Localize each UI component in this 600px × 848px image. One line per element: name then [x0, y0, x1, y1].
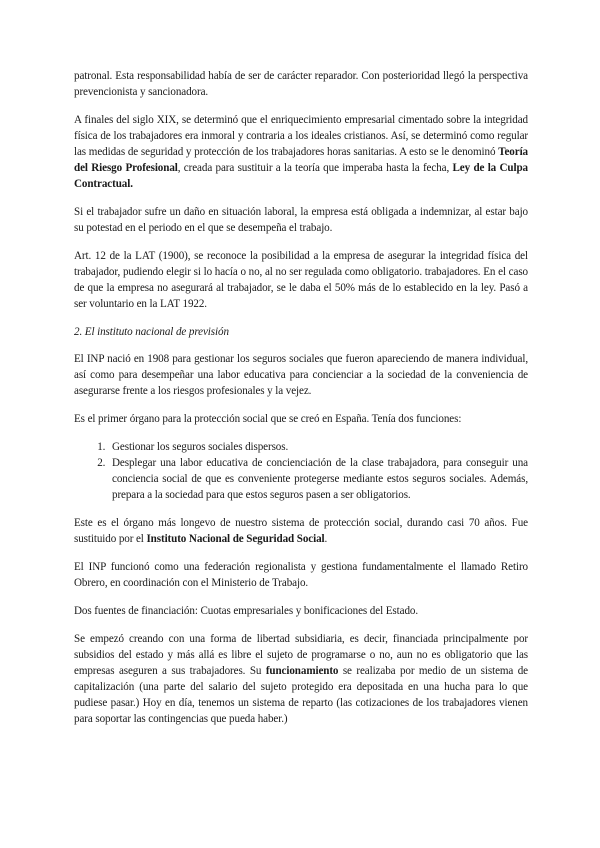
bold-term: funcionamiento: [265, 665, 339, 677]
bold-term: Instituto Nacional de Seguridad Social: [146, 533, 325, 545]
paragraph-text: Es el primer órgano para la protección social que se creó en España. Tenía dos funciones:: [74, 413, 462, 425]
paragraph: [74, 248, 528, 312]
paragraph: [74, 515, 528, 547]
bold-term: Ley de la Culpa Contractual.: [74, 162, 528, 190]
paragraph-text: patronal. Esta responsabilidad había de ser de carácter reparador. Con posterioridad llegó la perspectiva prevencionista y sancionadora.: [74, 70, 528, 98]
paragraph: [74, 631, 528, 727]
paragraph: [74, 351, 528, 399]
section-heading: 2. El instituto nacional de previsión: [74, 326, 229, 338]
paragraph: [74, 204, 528, 236]
paragraph-text: .: [324, 533, 328, 545]
text-block-history: [74, 515, 528, 727]
text-block-inp: [74, 351, 528, 427]
list-item: 2. Desplegar una labor educativa de concienciación de la clase trabajadora, para conseguir una conciencia social de que es conveniente protegerse mediante estos seguros sociales. Además, prepara a la sociedad para que estos seguros pasen a ser obligatorios.: [108, 455, 528, 503]
paragraph-text: A finales del siglo XIX, se determinó que el enriquecimiento empresarial cimentado sobre la integridad física de los trabajadores era inmoral y contraria a los ideales cristianos. Así, se determinó como regular las medidas de seguridad y protección de los trabajadores horas sanitarias. A esto se le denominó: [74, 114, 528, 158]
paragraph-text: Este es el órgano más longevo de nuestro sistema de protección social, durando casi 70 años. Fue sustituido por el: [74, 517, 528, 545]
paragraph: [74, 603, 528, 619]
text-block-intro: [74, 68, 528, 312]
paragraph: [74, 68, 528, 100]
list-item: 1. Gestionar los seguros sociales dispersos.: [108, 439, 528, 455]
bold-term: Teoría del Riesgo Profesional: [74, 146, 528, 174]
paragraph-text: , creada para sustituir a la teoría que imperaba hasta la fecha,: [177, 162, 453, 174]
paragraph-text: Se empezó creando con una forma de libertad subsidiaria, es decir, financiada principalmente por subsidios del estado y más allá es libre el sujeto de programarse o no, aun no es obligatorio que las empresas aseguren a sus trabajadores. Su: [74, 633, 528, 677]
paragraph: [74, 559, 528, 591]
paragraph-text: Dos fuentes de financiación: Cuotas empresariales y bonificaciones del Estado.: [74, 605, 419, 617]
functions-list: [74, 439, 528, 503]
paragraph: [74, 112, 528, 192]
paragraph-text: Art. 12 de la LAT (1900), se reconoce la posibilidad a la empresa de asegurar la integridad física del trabajador, pudiendo elegir si lo hacía o no, al no ser regulada como obligatorio. trabajadores. En el caso de que la empresa no asegurará al trabajador, se le daba el 50% más de lo establecido en la ley. Pasó a ser voluntario en la LAT 1922.: [74, 250, 528, 310]
paragraph-text: El INP funcionó como una federación regionalista y gestiona fundamentalmente el llamado Retiro Obrero, en coordinación con el Ministerio de Trabajo.: [74, 561, 528, 589]
paragraph: [74, 411, 528, 427]
paragraph-text: El INP nació en 1908 para gestionar los seguros sociales que fueron apareciendo de manera individual, así como para desempeñar una labor educativa para concienciar a la sociedad de la conveniencia de asegurarse frente a los riesgos profesionales y la vejez.: [74, 353, 528, 397]
paragraph-text: Si el trabajador sufre un daño en situación laboral, la empresa está obligada a indemnizar, al estar bajo su potestad en el periodo en el que se desempeña el trabajo.: [74, 206, 528, 234]
paragraph-text: se realizaba por medio de un sistema de capitalización (una parte del salario del sujeto protegido era depositada en una hucha para lo que pudiese pasar.) Hoy en día, tenemos un sistema de reparto (las cotizaciones de los trabajadores vienen para soportar las contingencias que pueda haber.): [74, 665, 528, 725]
